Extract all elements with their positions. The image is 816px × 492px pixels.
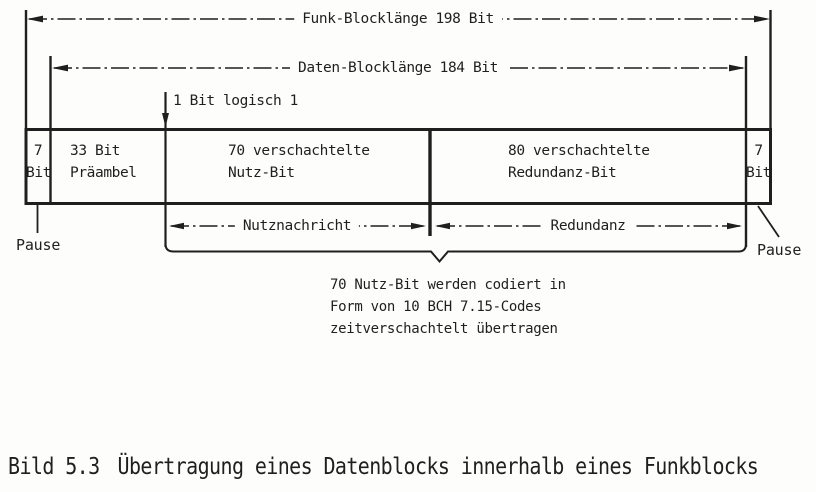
block-cell-nutz-bit [228, 140, 370, 184]
redundanz-arrowhead-right-icon [727, 223, 742, 229]
block-cell-label: 7 [33, 143, 43, 159]
pause-left-label: Pause [16, 236, 61, 254]
block-cell-label: 80 verschachtelte [508, 143, 650, 159]
figure-title: Übertragung eines Datenblocks innerhalb eines Funkblocks [117, 452, 759, 480]
figure-number: Bild 5.3 [8, 452, 100, 480]
block-cell-redundanz-bit [508, 140, 650, 184]
coding-note-line: 70 Nutz-Bit werden codiert in [330, 277, 566, 293]
funk-arrowhead-right-icon [754, 16, 770, 23]
one-bit-marker-label: 1 Bit logisch 1 [173, 93, 298, 109]
pause-right-leader-line [758, 206, 779, 237]
one-bit-arrowhead-icon [162, 113, 169, 127]
block-cell-pause-right [746, 140, 771, 184]
coding-note [330, 274, 566, 340]
block-cell-label: Nutz-Bit [228, 165, 295, 181]
pause-right-label: Pause [757, 241, 802, 259]
block-cell-label: Bit [26, 165, 51, 181]
daten-block-length-label: Daten-Blocklänge 184 Bit [290, 61, 506, 76]
block-row-outline [26, 130, 771, 204]
daten-arrowhead-left-icon [52, 65, 68, 72]
funk-block-length-label: Funk-Blocklänge 198 Bit [294, 12, 502, 27]
block-cell-label: Präambel [70, 165, 137, 181]
block-cell-label: Redundanz-Bit [508, 165, 617, 181]
redundanz-arrowhead-left-icon [435, 223, 450, 229]
nutznachricht-arrowhead-left-icon [169, 223, 184, 229]
block-cell-label: 70 verschachtelte [228, 143, 370, 159]
nutznachricht-arrowhead-right-icon [411, 223, 426, 229]
coding-note-brace [166, 238, 747, 262]
funk-arrowhead-left-icon [27, 16, 43, 23]
figure-caption [8, 452, 758, 480]
block-cell-label: 33 Bit [70, 143, 120, 159]
redundanz-span-label: Redundanz [543, 219, 634, 234]
coding-note-line: zeitverschachtelt übertragen [330, 321, 558, 337]
daten-arrowhead-right-icon [729, 65, 745, 72]
block-cell-praeambel [70, 140, 137, 184]
block-cell-label: 7 [754, 143, 763, 159]
block-cell-label: Bit [746, 165, 771, 181]
coding-note-line: Form von 10 BCH 7.15-Codes [330, 299, 542, 315]
block-cell-pause-left [26, 140, 50, 184]
nutznachricht-span-label: Nutznachricht [235, 219, 359, 234]
